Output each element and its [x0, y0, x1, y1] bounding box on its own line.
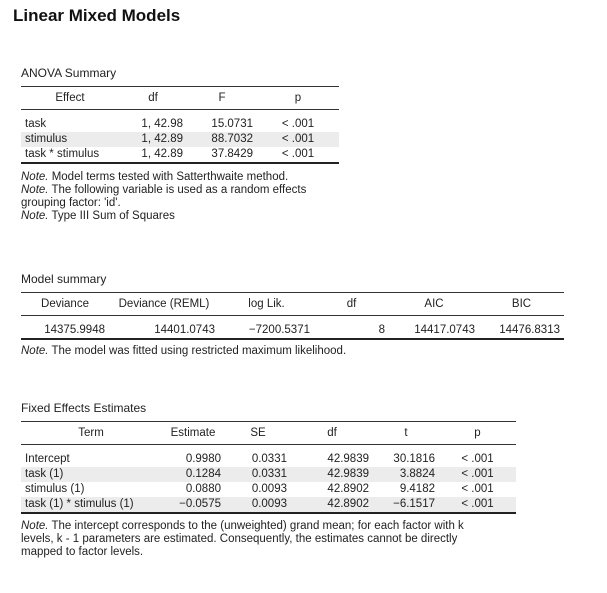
fixed-cell: 0.9980 — [185, 453, 221, 465]
anova-cell: task — [25, 118, 47, 130]
fixed-effects-table — [21, 421, 516, 514]
fixed-cell: 42.8902 — [291, 497, 373, 513]
fixed-cell: 0.1284 — [161, 467, 225, 482]
table-row — [21, 497, 516, 513]
anova-cell: < .001 — [257, 147, 339, 163]
page-title: Linear Mixed Models — [13, 6, 181, 25]
fixed-cell: 0.0093 — [225, 497, 291, 513]
fixed-cell: 0.0093 — [251, 483, 287, 495]
anova-cell: 1, 42.98 — [141, 118, 183, 130]
fixed-header-t: t — [373, 422, 439, 445]
model-header-aic: AIC — [389, 293, 479, 316]
model-cell: 14417.0743 — [389, 323, 479, 339]
model-header-loglik: log Lik. — [219, 293, 314, 316]
anova-header-effect: Effect — [21, 87, 119, 110]
fixed-cell: 42.8902 — [327, 483, 369, 495]
fixed-cell: 0.0331 — [225, 467, 291, 482]
fixed-cell: < .001 — [439, 467, 516, 482]
model-cell: −7200.5371 — [219, 323, 314, 339]
anova-table — [21, 86, 339, 164]
fixed-cell: 0.0880 — [185, 483, 221, 495]
fixed-cell: 30.1816 — [393, 453, 435, 465]
table-row — [21, 482, 516, 497]
anova-note-1: Note. Model terms tested with Satterthwaite method. — [21, 171, 289, 183]
fixed-effects-title: Fixed Effects Estimates — [21, 401, 147, 415]
anova-note-3: Note. Type III Sum of Squares — [21, 210, 175, 222]
model-header-bic: BIC — [479, 293, 564, 316]
model-cell: 14375.9948 — [21, 323, 109, 339]
fixed-cell: task (1) * stimulus (1) — [21, 497, 161, 513]
fixed-cell: −6.1517 — [373, 497, 439, 513]
anova-header-df: df — [119, 87, 187, 110]
anova-header-p: p — [257, 87, 339, 110]
anova-cell: 1, 42.89 — [119, 132, 187, 147]
model-cell: 14476.8313 — [479, 323, 564, 339]
table-row — [21, 452, 516, 467]
fixed-header-estimate: Estimate — [161, 422, 225, 445]
model-cell: 14401.0743 — [109, 323, 219, 339]
fixed-header-se: SE — [225, 422, 291, 445]
model-summary-table — [21, 292, 564, 340]
model-cell: 8 — [314, 323, 389, 339]
anova-cell: stimulus — [21, 132, 119, 147]
fixed-cell: 42.9839 — [327, 453, 369, 465]
fixed-effects-notes — [21, 520, 491, 559]
anova-cell: 37.8429 — [187, 147, 257, 163]
fixed-header-term: Term — [21, 422, 161, 445]
fixed-cell: Intercept — [25, 453, 70, 465]
fixed-cell: −0.0575 — [161, 497, 225, 513]
fixed-cell: 9.4182 — [399, 483, 435, 495]
model-summary-note: Note. The model was fitted using restricted maximum likelihood. — [21, 345, 347, 357]
fixed-header-df: df — [291, 422, 373, 445]
model-summary-title: Model summary — [21, 272, 107, 286]
anova-header-f: F — [187, 87, 257, 110]
table-row — [21, 132, 339, 147]
fixed-effects-note: Note. The intercept corresponds to the (unweighted) grand mean; for each factor with k levels, k - 1 parameters are estimated. Consequently, the estimates cannot be directly mapped to factor levels. — [21, 520, 464, 558]
fixed-cell: 3.8824 — [373, 467, 439, 482]
fixed-cell: < .001 — [439, 497, 516, 513]
table-row — [21, 323, 564, 339]
anova-notes — [21, 171, 331, 223]
fixed-cell: 0.0331 — [251, 453, 287, 465]
anova-cell: 15.0731 — [211, 118, 253, 130]
anova-cell: 1, 42.89 — [119, 147, 187, 163]
anova-cell: < .001 — [257, 132, 339, 147]
fixed-cell: stimulus (1) — [25, 483, 85, 495]
fixed-cell: 42.9839 — [291, 467, 373, 482]
table-row — [21, 147, 339, 163]
model-header-deviance-reml: Deviance (REML) — [109, 293, 219, 316]
anova-table-title: ANOVA Summary — [21, 66, 117, 80]
anova-note-2: Note. The following variable is used as a random effects grouping factor: 'id'. — [21, 184, 307, 209]
fixed-cell: < .001 — [461, 483, 494, 495]
fixed-header-p: p — [439, 422, 516, 445]
table-row — [21, 467, 516, 482]
table-row — [21, 117, 339, 132]
anova-cell: 88.7032 — [187, 132, 257, 147]
model-header-deviance: Deviance — [21, 293, 109, 316]
anova-cell: task * stimulus — [21, 147, 119, 163]
model-header-df: df — [314, 293, 389, 316]
anova-cell: < .001 — [281, 118, 315, 130]
fixed-cell: task (1) — [21, 467, 161, 482]
model-summary-notes — [21, 345, 561, 358]
fixed-cell: < .001 — [461, 453, 494, 465]
